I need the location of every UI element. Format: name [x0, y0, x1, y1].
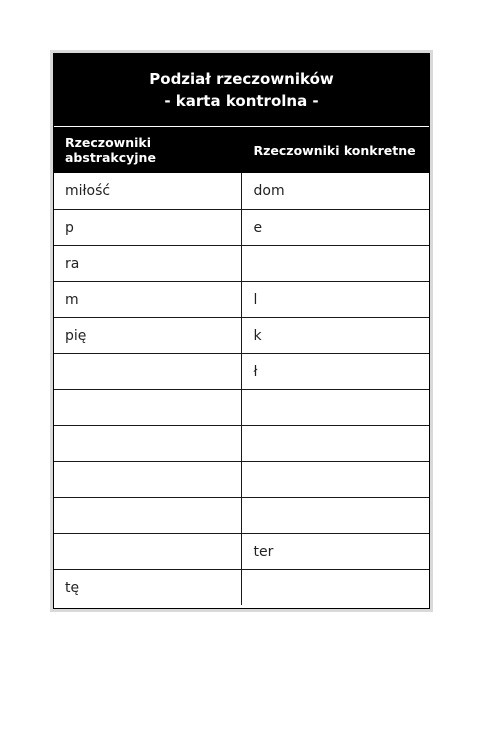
control-card	[53, 53, 430, 609]
worksheet-page	[50, 50, 433, 612]
concrete-noun-cell: k	[253, 327, 262, 344]
concrete-noun-cell	[242, 462, 430, 497]
table-header	[54, 127, 429, 173]
concrete-noun-cell: e	[253, 219, 263, 236]
abstract-noun-cell: p	[54, 210, 242, 245]
abstract-noun-cell	[54, 390, 242, 425]
concrete-noun-cell	[242, 390, 430, 425]
table-row	[54, 569, 429, 605]
header-concrete-nouns: Rzeczowniki konkretne	[253, 142, 416, 158]
concrete-noun-cell	[242, 426, 430, 461]
concrete-noun-cell	[242, 246, 430, 281]
abstract-noun-cell: ra	[54, 246, 242, 281]
abstract-noun-cell	[54, 354, 242, 389]
concrete-noun-cell: ł	[253, 363, 258, 380]
concrete-noun-cell	[242, 498, 430, 533]
card-title: Podział rzeczowników	[149, 70, 334, 88]
table-row	[54, 173, 429, 209]
header-abstract-nouns: Rzeczowniki abstrakcyjne	[65, 135, 156, 165]
abstract-noun-cell: pię	[54, 318, 242, 353]
table-row	[54, 245, 429, 281]
abstract-noun-cell	[54, 534, 242, 569]
concrete-noun-cell	[242, 570, 430, 605]
table-row	[54, 353, 429, 389]
table-row	[54, 425, 429, 461]
card-subtitle: - karta kontrolna -	[164, 92, 319, 110]
abstract-noun-cell	[54, 462, 242, 497]
abstract-noun-cell: m	[54, 282, 242, 317]
abstract-noun-cell	[54, 498, 242, 533]
abstract-noun-cell: tę	[54, 570, 242, 605]
abstract-noun-cell	[54, 426, 242, 461]
table-row	[54, 461, 429, 497]
abstract-noun-cell: miłość	[54, 173, 242, 209]
concrete-noun-cell: dom	[253, 183, 285, 199]
table-row	[54, 533, 429, 569]
table-row	[54, 281, 429, 317]
concrete-noun-cell: ter	[253, 543, 274, 560]
concrete-noun-cell: l	[253, 291, 258, 308]
noun-table-body	[54, 173, 429, 605]
card-title-block	[54, 54, 429, 127]
table-row	[54, 317, 429, 353]
table-row	[54, 497, 429, 533]
table-row	[54, 389, 429, 425]
table-row	[54, 209, 429, 245]
